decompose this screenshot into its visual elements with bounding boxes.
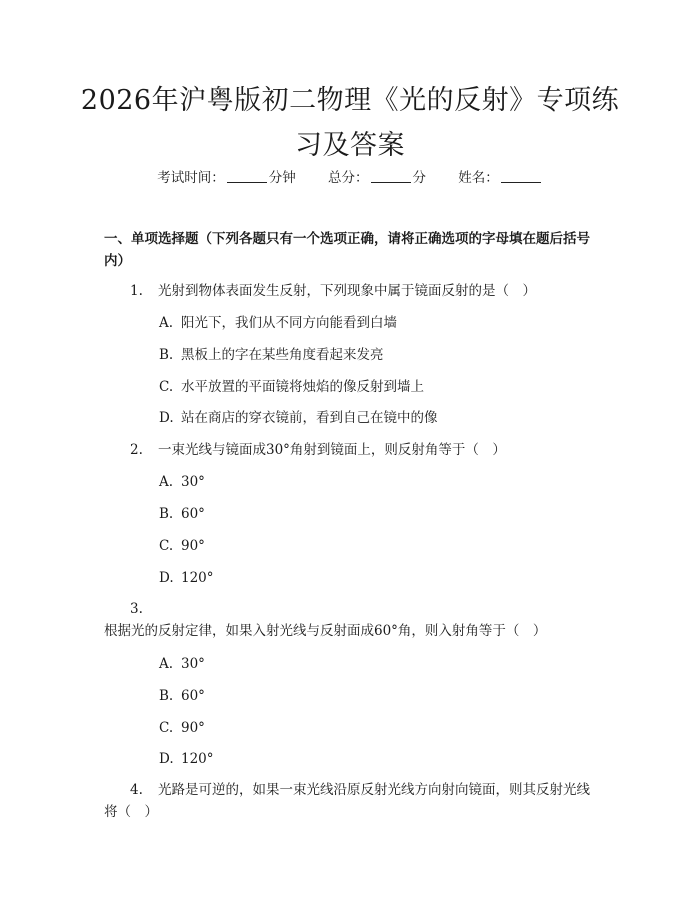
- exam-score: [328, 168, 426, 188]
- option-text: 120°: [181, 751, 214, 767]
- time-label: 考试时间：: [157, 170, 225, 186]
- option-letter: A.: [159, 656, 174, 672]
- time-blank: [227, 170, 267, 183]
- score-unit: 分: [412, 170, 426, 186]
- name-blank: [501, 170, 541, 183]
- name-label: 姓名：: [458, 170, 499, 186]
- option-3a: [159, 654, 599, 674]
- option-letter: D.: [159, 570, 174, 586]
- option-text: 120°: [181, 570, 214, 586]
- question-2: [104, 439, 600, 461]
- option-letter: A.: [159, 474, 174, 490]
- score-label: 总分：: [328, 170, 369, 186]
- exam-time: [157, 168, 296, 188]
- option-letter: B.: [159, 688, 174, 704]
- option-text: 30°: [181, 656, 205, 672]
- question-number: 3.: [130, 601, 143, 617]
- option-letter: B.: [159, 347, 174, 363]
- option-text: 站在商店的穿衣镜前，看到自己在镜中的像: [181, 410, 438, 426]
- option-2a: [159, 472, 599, 492]
- option-1d: [159, 408, 599, 428]
- option-3b: [159, 686, 599, 706]
- exam-name: [458, 168, 543, 188]
- section-title: 一、单项选择题（下列各题只有一个选项正确，请将正确选项的字母填在题后括号内）: [104, 231, 590, 269]
- question-number: 1.: [130, 283, 143, 299]
- question-number: 4.: [130, 782, 143, 798]
- option-letter: C.: [159, 538, 174, 554]
- option-1b: [159, 345, 599, 365]
- option-3d: [159, 749, 599, 769]
- option-letter: D.: [159, 410, 174, 426]
- option-text: 60°: [181, 688, 205, 704]
- option-1a: [159, 313, 599, 333]
- option-text: 90°: [181, 538, 205, 554]
- option-text: 90°: [181, 720, 205, 736]
- question-text: 光射到物体表面发生反射，下列现象中属于镜面反射的是（ ）: [158, 283, 536, 299]
- option-letter: B.: [159, 506, 174, 522]
- option-text: 水平放置的平面镜将烛焰的像反射到墙上: [181, 379, 424, 395]
- question-text: 一束光线与镜面成30°角射到镜面上，则反射角等于（ ）: [158, 442, 506, 458]
- option-letter: C.: [159, 379, 174, 395]
- question-text: 光路是可逆的，如果一束光线沿原反射光线方向射向镜面，则其反射光线将（ ）: [104, 782, 590, 820]
- option-text: 60°: [181, 506, 205, 522]
- option-1c: [159, 377, 599, 397]
- exam-info: [0, 168, 700, 188]
- option-text: 阳光下，我们从不同方向能看到白墙: [181, 315, 397, 331]
- option-2b: [159, 504, 599, 524]
- option-2c: [159, 536, 599, 556]
- option-letter: C.: [159, 720, 174, 736]
- score-blank: [371, 170, 411, 183]
- option-3c: [159, 718, 599, 738]
- option-text: 黑板上的字在某些角度看起来发亮: [181, 347, 384, 363]
- question-1: [104, 280, 600, 302]
- question-3: [104, 598, 600, 642]
- option-letter: A.: [159, 315, 174, 331]
- page-title: 2026年沪粤版初二物理《光的反射》专项练习及答案: [80, 85, 620, 161]
- question-number: 2.: [130, 442, 143, 458]
- question-text: 根据光的反射定律，如果入射光线与反射面成60°角，则入射角等于（ ）: [104, 623, 547, 639]
- time-unit: 分钟: [268, 170, 296, 186]
- option-text: 30°: [181, 474, 205, 490]
- option-letter: D.: [159, 751, 174, 767]
- question-4: [104, 779, 600, 823]
- option-2d: [159, 568, 599, 588]
